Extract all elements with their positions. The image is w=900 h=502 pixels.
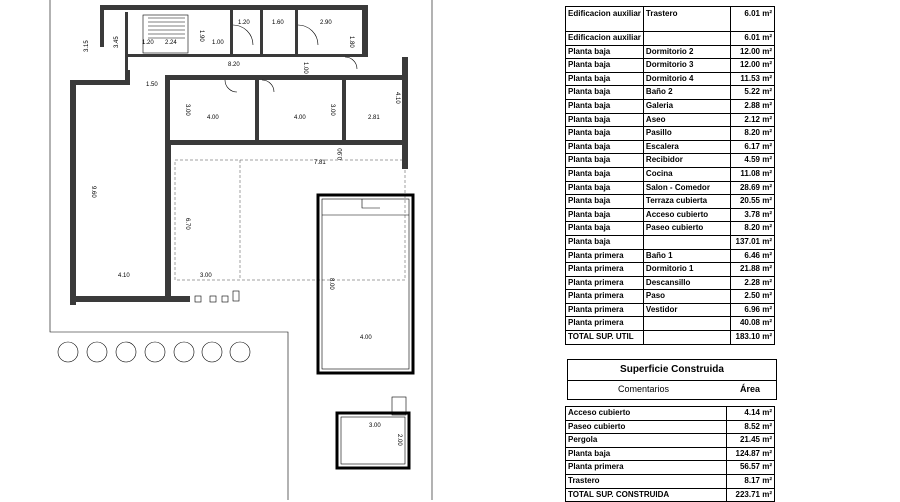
- dim-label: 3.00: [184, 104, 190, 116]
- table-row: [566, 407, 775, 421]
- dim-label: 3.00: [369, 423, 381, 429]
- level-cell: Planta baja: [566, 181, 644, 195]
- dim-label: 1.20: [142, 40, 154, 46]
- dim-label: 3.45: [114, 36, 120, 48]
- table-row: [566, 317, 775, 331]
- label-cell: Planta primera: [566, 461, 727, 475]
- table-row: [566, 72, 775, 86]
- area-cell: 21.88 m²: [730, 263, 774, 277]
- level-cell: Planta primera: [566, 276, 644, 290]
- label-cell: TOTAL SUP. CONSTRUIDA: [566, 488, 727, 502]
- room-cell: Paseo cubierto: [643, 222, 730, 236]
- room-cell: Aseo: [643, 113, 730, 127]
- area-cell: 137.01 m²: [730, 235, 774, 249]
- area-cell: 4.14 m²: [726, 407, 774, 421]
- dim-label: 1.20: [238, 20, 250, 26]
- area-cell: 6.01 m²: [730, 32, 774, 46]
- area-cell: 4.59 m²: [730, 154, 774, 168]
- level-cell: Planta primera: [566, 317, 644, 331]
- dim-label: 1.00: [212, 40, 224, 46]
- area-cell: 223.71 m²: [726, 488, 774, 502]
- dim-label: 2.24: [165, 40, 177, 46]
- room-cell: Recibidor: [643, 154, 730, 168]
- level-cell: Planta baja: [566, 59, 644, 73]
- area-cell: 3.78 m²: [730, 208, 774, 222]
- area-cell: 6.96 m²: [730, 303, 774, 317]
- room-cell: Galeria: [643, 99, 730, 113]
- level-cell: Edificacion auxiliar: [566, 32, 644, 46]
- room-cell: Paso: [643, 290, 730, 304]
- table-row: [566, 86, 775, 100]
- level-cell: Planta baja: [566, 45, 644, 59]
- label-cell: Paseo cubierto: [566, 420, 727, 434]
- constructed-header: [567, 380, 777, 400]
- level-cell: Planta baja: [566, 113, 644, 127]
- area-cell: 12.00 m²: [730, 45, 774, 59]
- room-cell: Pasillo: [643, 127, 730, 141]
- level-cell: Planta primera: [566, 249, 644, 263]
- room-cell: Trastero: [643, 7, 730, 32]
- level-cell: Planta baja: [566, 86, 644, 100]
- area-cell: 40.08 m²: [730, 317, 774, 331]
- level-cell: Planta baja: [566, 195, 644, 209]
- room-cell: Baño 2: [643, 86, 730, 100]
- annex-building: [337, 397, 409, 468]
- house-walls: [70, 5, 408, 305]
- dim-label: 2.90: [320, 20, 332, 26]
- table-row: [566, 276, 775, 290]
- table-row: [566, 420, 775, 434]
- table-row: [566, 140, 775, 154]
- table-row: [566, 127, 775, 141]
- dim-label: 3.00: [200, 273, 212, 279]
- dim-label: 4.10: [118, 273, 130, 279]
- room-cell: Terraza cubierta: [643, 195, 730, 209]
- area-column-header: Área: [740, 384, 761, 394]
- level-cell: Planta baja: [566, 208, 644, 222]
- table-row: [566, 7, 775, 32]
- level-cell: Planta baja: [566, 99, 644, 113]
- table-row: [566, 59, 775, 73]
- table-row: [566, 474, 775, 488]
- area-cell: 8.52 m²: [726, 420, 774, 434]
- area-cell: 2.28 m²: [730, 276, 774, 290]
- level-cell: Edificacion auxiliar: [566, 7, 644, 32]
- staircase: [143, 15, 188, 53]
- level-cell: Planta baja: [566, 235, 644, 249]
- dim-label: 2.81: [368, 115, 380, 121]
- area-cell: 6.46 m²: [730, 249, 774, 263]
- level-cell: Planta baja: [566, 167, 644, 181]
- terrace-outline: [175, 160, 405, 280]
- table-row: [566, 222, 775, 236]
- door-swings: [225, 25, 357, 92]
- dim-label: 7.81: [314, 160, 326, 166]
- level-cell: Planta primera: [566, 263, 644, 277]
- dim-label: 2.00: [396, 434, 402, 446]
- area-cell: 12.00 m²: [730, 59, 774, 73]
- area-cell: 8.20 m²: [730, 127, 774, 141]
- level-cell: Planta primera: [566, 303, 644, 317]
- dim-label: 6.70: [184, 218, 190, 230]
- room-cell: [643, 235, 730, 249]
- room-cell: Dormitorio 2: [643, 45, 730, 59]
- dim-label: 4.10: [394, 92, 400, 104]
- area-cell: 20.55 m²: [730, 195, 774, 209]
- table-row: [566, 45, 775, 59]
- constructed-title: Superficie Construida: [567, 359, 777, 381]
- dim-label: 1.60: [272, 20, 284, 26]
- label-cell: Acceso cubierto: [566, 407, 727, 421]
- areas-table: [565, 6, 775, 345]
- area-cell: 11.08 m²: [730, 167, 774, 181]
- area-cell: 124.87 m²: [726, 447, 774, 461]
- area-cell: 5.22 m²: [730, 86, 774, 100]
- area-cell: 8.17 m²: [726, 474, 774, 488]
- room-cell: Descansillo: [643, 276, 730, 290]
- table-row: [566, 208, 775, 222]
- room-cell: Salon - Comedor: [643, 181, 730, 195]
- dimension-labels: [84, 20, 402, 446]
- table-row: [566, 167, 775, 181]
- room-cell: [643, 331, 730, 345]
- table-row: [566, 235, 775, 249]
- dim-label: 9.60: [90, 186, 96, 198]
- level-cell: Planta baja: [566, 222, 644, 236]
- table-row: [566, 447, 775, 461]
- area-cell: 183.10 m²: [730, 331, 774, 345]
- level-cell: TOTAL SUP. UTIL: [566, 331, 644, 345]
- area-cell: 2.50 m²: [730, 290, 774, 304]
- label-cell: Trastero: [566, 474, 727, 488]
- table-row: [566, 99, 775, 113]
- garden-trees: [58, 342, 250, 362]
- dim-label: 1.00: [302, 62, 308, 74]
- area-cell: 8.20 m²: [730, 222, 774, 236]
- level-cell: Planta baja: [566, 140, 644, 154]
- area-cell: 56.57 m²: [726, 461, 774, 475]
- dim-label: 1.50: [146, 82, 158, 88]
- table-row: [566, 113, 775, 127]
- level-cell: Planta baja: [566, 72, 644, 86]
- table-row: [566, 331, 775, 345]
- room-cell: Dormitorio 1: [643, 263, 730, 277]
- room-cell: [643, 32, 730, 46]
- dim-label: 8.00: [328, 278, 334, 290]
- room-cell: Dormitorio 3: [643, 59, 730, 73]
- dim-label: 4.00: [294, 115, 306, 121]
- constructed-table: [565, 406, 775, 502]
- comments-column-header: Comentarios: [618, 384, 670, 394]
- dim-label: 4.00: [207, 115, 219, 121]
- area-cell: 2.88 m²: [730, 99, 774, 113]
- table-row: [566, 434, 775, 448]
- room-cell: Baño 1: [643, 249, 730, 263]
- dim-label: 1.80: [348, 36, 354, 48]
- area-cell: 11.53 m²: [730, 72, 774, 86]
- area-cell: 2.12 m²: [730, 113, 774, 127]
- dim-label: 3.00: [329, 104, 335, 116]
- area-cell: 6.17 m²: [730, 140, 774, 154]
- room-cell: Escalera: [643, 140, 730, 154]
- level-cell: Planta primera: [566, 290, 644, 304]
- area-cell: 21.45 m²: [726, 434, 774, 448]
- room-cell: Acceso cubierto: [643, 208, 730, 222]
- label-cell: Pergola: [566, 434, 727, 448]
- dim-label: 0.90: [338, 148, 344, 160]
- table-row: [566, 154, 775, 168]
- table-row: [566, 461, 775, 475]
- room-cell: [643, 317, 730, 331]
- room-cell: Vestidor: [643, 303, 730, 317]
- dim-label: 4.00: [360, 335, 372, 341]
- table-row: [566, 303, 775, 317]
- dim-label: 1.90: [198, 30, 204, 42]
- table-row: [566, 32, 775, 46]
- pergola-posts: [195, 291, 239, 302]
- dim-label: 3.15: [84, 40, 90, 52]
- dim-label: 8.20: [228, 62, 240, 68]
- table-row: [566, 249, 775, 263]
- area-cell: 6.01 m²: [730, 7, 774, 32]
- room-cell: Dormitorio 4: [643, 72, 730, 86]
- table-row: [566, 195, 775, 209]
- level-cell: Planta baja: [566, 127, 644, 141]
- room-cell: Cocina: [643, 167, 730, 181]
- label-cell: Planta baja: [566, 447, 727, 461]
- table-row: [566, 181, 775, 195]
- level-cell: Planta baja: [566, 154, 644, 168]
- table-row: [566, 290, 775, 304]
- table-row: [566, 263, 775, 277]
- area-cell: 28.69 m²: [730, 181, 774, 195]
